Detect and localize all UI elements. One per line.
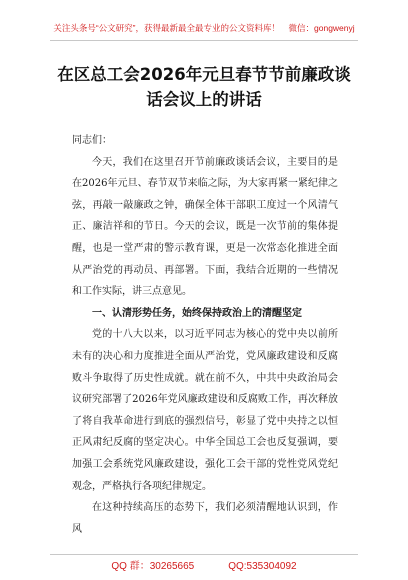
document-title-line2: 话会议上的讲话 — [146, 90, 262, 109]
footer-divider — [50, 554, 358, 555]
paragraph-intro: 今天，我们在这里召开节前廉政谈话会议，主要目的是在2026年元旦、春节双节来临之际，为大家再紧一紧纪律之弦，再敲一敲廉政之钟，确保全体干部职工度过一个风清气正、廉洁祥和的节日。今天的会议，既是一次节前的集体提醒，也是一堂严肃的警示教育课，更是一次常态化推进全面从严治党的再动员、再部署。下面，我结合近期的一些情况和工作实际，讲三点意见。 — [72, 156, 338, 298]
header-promo-banner: 关注头条号“公文研究”，获得最新最全最专业的公文资料库！ 微信：gongwenyj — [53, 23, 355, 33]
document-title-line1: 在区总工会2026年元旦春节节前廉政谈 — [57, 65, 351, 84]
paragraph-section1-body: 党的十八大以来，以习近平同志为核心的党中央以前所未有的决心和力度推进全面从严治党，党风廉政建设和反腐败斗争取得了历史性成就。就在前不久，中共中央政治局会议研究部署了2026年党风廉政建设和反腐败工作，再次释放了将自我革命进行到底的强烈信号，彰显了党中央持之以恒正风肃纪反腐的坚定决心。中华全国总工会也反复强调，要加强工会系统党风廉政建设，强化工会干部的党性党风党纪观念，严格执行各项纪律规定。 — [72, 329, 338, 492]
footer-contact-banner — [0, 560, 408, 573]
header-divider — [50, 40, 358, 41]
footer-qq-group: QQ 群：30265665 — [111, 561, 195, 572]
paragraph-continued: 在这种持续高压的态势下，我们必须清醒地认识到，作风 — [72, 502, 338, 535]
section-heading-1: 一、认清形势任务，始终保持政治上的清醒坚定 — [92, 307, 302, 319]
document-title — [40, 62, 368, 112]
greeting: 同志们： — [72, 135, 112, 146]
footer-qq-number: QQ:535304092 — [228, 561, 297, 572]
document-body — [72, 130, 338, 540]
